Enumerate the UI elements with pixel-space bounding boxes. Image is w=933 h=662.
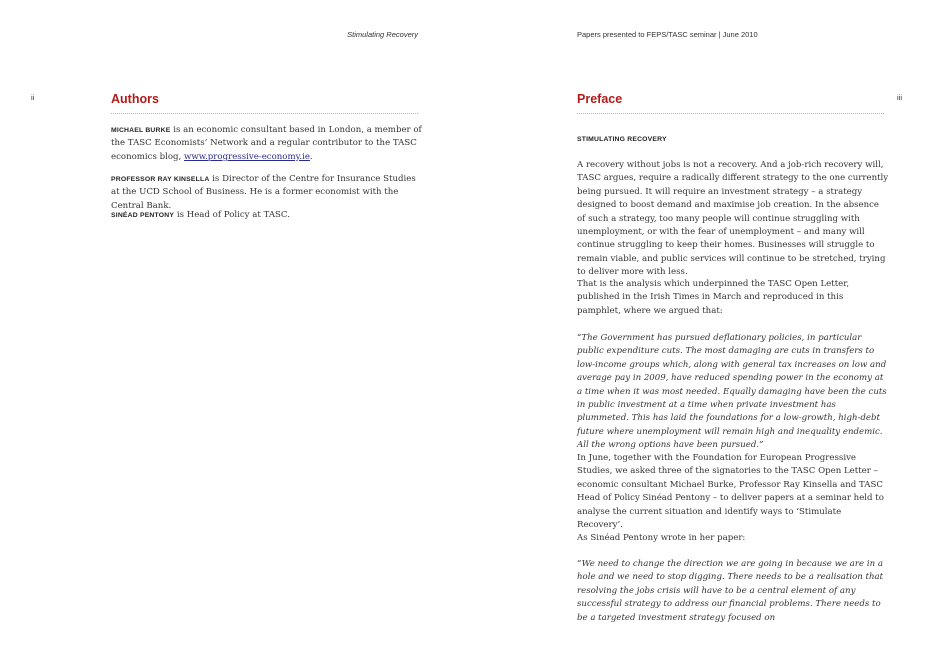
page-number-left: ii (31, 93, 35, 102)
page-number-right: iii (897, 93, 902, 102)
author-entry-kinsella (111, 173, 423, 213)
author-name: PROFESSOR RAY KINSELLA (111, 176, 210, 183)
author-bio: is Head of Policy at TASC. (174, 210, 290, 220)
preface-paragraph: A recovery without jobs is not a recovery. And a job-rich recovery will, TASC argues, require a radically different strategy to the one currently being pursued. It will require an investment strategy – a strategy designed to boost demand and maximise job creation. In the absence of such a strategy, too many people will continue struggling with unemployment, or with the fear of unemployment – and many will continue struggling to keep their homes. Businesses will struggle to remain viable, and public services will continue to be stretched, trying to deliver more with less. (577, 160, 889, 278)
running-head-left: Stimulating Recovery (347, 30, 418, 39)
blog-link[interactable]: www.progressive-economy.ie (184, 151, 310, 162)
heading-divider-left (111, 113, 418, 114)
preface-paragraph: That is the analysis which underpinned the TASC Open Letter, published in the Irish Times in March and reproduced in this pamphlet, where we argued that: (577, 279, 850, 316)
author-entry-pentony (111, 209, 423, 222)
running-head-right: Papers presented to FEPS/TASC seminar | June 2010 (577, 30, 758, 39)
author-bio-end: . (309, 151, 313, 162)
left-page (0, 0, 466, 662)
preface-quote: “The Government has pursued deflationary policies, in particular public expenditure cuts. The most damaging are cuts in transfers to low-income groups which, along with general tax increases on low and average pay in 2009, have reduced spending power in the economy at a time when it was most needed. Equally damaging have been the cuts in public investment at a time when private investment has plummeted. This has laid the foundations for a low-growth, high-debt future where unemployment will remain high and inequality endemic. All the wrong options have been pursued.” (577, 333, 887, 451)
heading-divider-right (577, 113, 884, 114)
author-bio: is Director of the Centre for Insurance Studies at the UCD School of Business. He is a former economist with the Central Bank. (111, 174, 416, 211)
preface-subheading: STIMULATING RECOVERY (577, 136, 667, 143)
preface-paragraph: As Sinéad Pentony wrote in her paper: (577, 533, 746, 543)
preface-paragraph: In June, together with the Foundation for European Progressive Studies, we asked three of the signatories to the TASC Open Letter – economic consultant Michael Burke, Professor Ray Kinsella and TASC Head of Policy Sinéad Pentony – to deliver papers at a seminar held to analyse the current situation and identify ways to ‘Stimulate Recovery’. (577, 453, 884, 531)
author-name: SINÉAD PENTONY (111, 212, 175, 219)
author-name: MICHAEL BURKE (111, 127, 171, 134)
preface-heading: Preface (577, 92, 623, 106)
authors-heading: Authors (111, 92, 159, 106)
preface-quote: “We need to change the direction we are going in because we are in a hole and we need to stop digging. There needs to be a realisation that resolving the jobs crisis will have to be a central element of any successful strategy to address our financial problems. There needs to be a targeted investment strategy focused on (577, 559, 884, 623)
right-page (466, 0, 933, 662)
author-entry-burke (111, 124, 423, 164)
author-bio: is an economic consultant based in London, a member of the TASC Economists’ Network and a regular contributor to the TASC economics blog, (111, 125, 422, 162)
